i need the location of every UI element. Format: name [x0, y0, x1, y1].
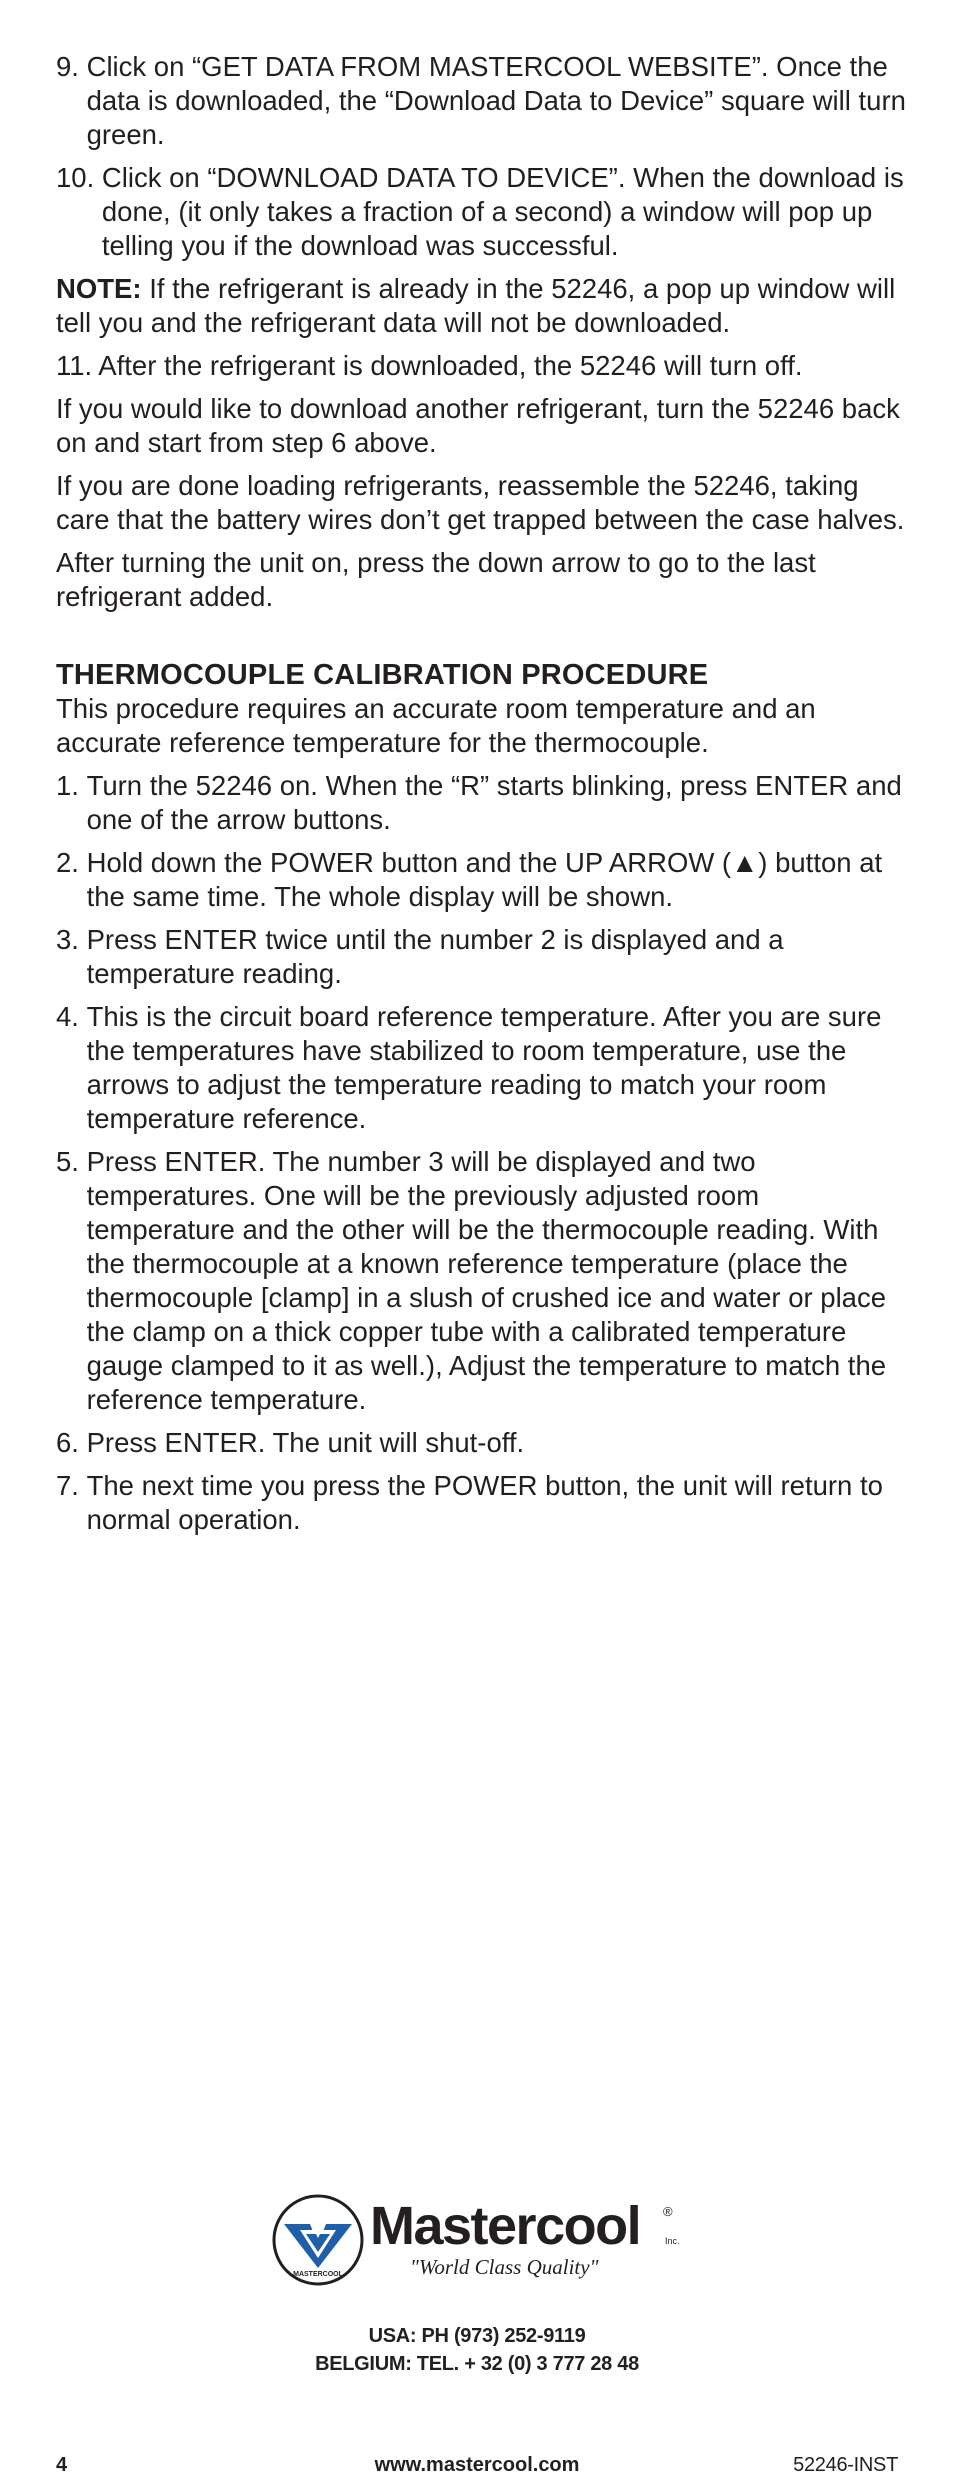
calibration-step-3 — [56, 923, 912, 991]
step-10 — [56, 161, 912, 263]
logo-badge-icon — [274, 2196, 362, 2284]
calibration-step-7 — [56, 1469, 912, 1537]
calibration-step-6 — [56, 1426, 912, 1460]
step-text: Hold down the POWER button and the UP ARROW (▲) button at the same time. The whole display will be shown. — [86, 847, 883, 912]
logo-inc-text: Inc. — [665, 2236, 680, 2246]
logo-tagline: "World Class Quality" — [410, 2255, 599, 2279]
step-9 — [56, 50, 912, 152]
logo-graphic — [270, 2192, 690, 2292]
contact-usa: USA: PH (973) 252-9119 — [368, 2325, 586, 2347]
step-text: Click on “DOWNLOAD DATA TO DEVICE”. When the download is done, (it only takes a fraction of a second) a window will pop up telling you if the download was successful. — [101, 162, 904, 261]
paragraph-after-turning-on: After turning the unit on, press the down arrow to go to the last refrigerant added. — [56, 547, 816, 612]
step-number: 6. — [56, 1427, 87, 1458]
note-label: NOTE: — [56, 273, 142, 304]
step-text: Press ENTER. The number 3 will be displayed and two temperatures. One will be the previously adjusted room temperature and the other will be the thermocouple reading. With the thermocouple at a known reference temperature (place the thermocouple [clamp] in a slush of crushed ice and water or place the clamp on a thick copper tube with a calibrated temperature gauge clamped to it as well.), Adjust the temperature to match the reference temperature. — [86, 1146, 887, 1415]
footer-website[interactable]: www.mastercool.com — [374, 2454, 580, 2476]
paragraph-download-another: If you would like to download another refrigerant, turn the 52246 back on and start from step 6 above. — [56, 393, 900, 458]
section-title: THERMOCOUPLE CALIBRATION PROCEDURE — [56, 659, 709, 691]
paragraph-reassemble: If you are done loading refrigerants, reassemble the 52246, taking care that the battery wires don’t get trapped between the case halves. — [56, 470, 905, 535]
footer-page-number: 4 — [56, 2454, 68, 2476]
step-text: Press ENTER twice until the number 2 is displayed and a temperature reading. — [86, 924, 784, 989]
step-number: 5. — [56, 1146, 87, 1177]
step-number: 4. — [56, 1001, 87, 1032]
step-text: Click on “GET DATA FROM MASTERCOOL WEBSITE”. Once the data is downloaded, the “Download Data to Device” square will turn green. — [86, 51, 906, 150]
footer-doc-id: 52246-INST — [793, 2454, 898, 2476]
logo-registered-mark: ® — [663, 2204, 673, 2219]
step-text: Press ENTER. The unit will shut-off. — [86, 1427, 525, 1458]
logo-brand-text: Mastercool — [370, 2196, 641, 2256]
note-text: If the refrigerant is already in the 52246, a pop up window will tell you and the refrigerant data will not be downloaded. — [56, 273, 896, 338]
calibration-step-5 — [56, 1145, 912, 1417]
calibration-step-2 — [56, 846, 912, 914]
section-intro: This procedure requires an accurate room temperature and an accurate reference temperature for the thermocouple. — [56, 693, 816, 758]
step-number: 9. — [56, 51, 87, 82]
step-11: 11. After the refrigerant is downloaded, the 52246 will turn off. — [56, 350, 803, 381]
note-paragraph — [56, 272, 912, 340]
step-text: The next time you press the POWER button, the unit will return to normal operation. — [86, 1470, 883, 1535]
step-number: 7. — [56, 1470, 87, 1501]
calibration-step-1 — [56, 769, 912, 837]
step-text: This is the circuit board reference temperature. After you are sure the temperatures have stabilized to room temperature, use the arrows to adjust the temperature reading to match your room temperature reference. — [86, 1001, 882, 1134]
step-number: 10. — [56, 162, 102, 193]
contact-belgium: BELGIUM: TEL. + 32 (0) 3 777 28 48 — [315, 2353, 639, 2375]
mastercool-logo — [270, 2192, 690, 2292]
step-number: 1. — [56, 770, 87, 801]
logo-badge-text: MASTERCOOL — [293, 2271, 343, 2278]
document-body — [56, 50, 912, 1546]
step-text: Turn the 52246 on. When the “R” starts blinking, press ENTER and one of the arrow buttons. — [86, 770, 902, 835]
step-number: 3. — [56, 924, 87, 955]
step-number: 2. — [56, 847, 87, 878]
calibration-step-4 — [56, 1000, 912, 1136]
